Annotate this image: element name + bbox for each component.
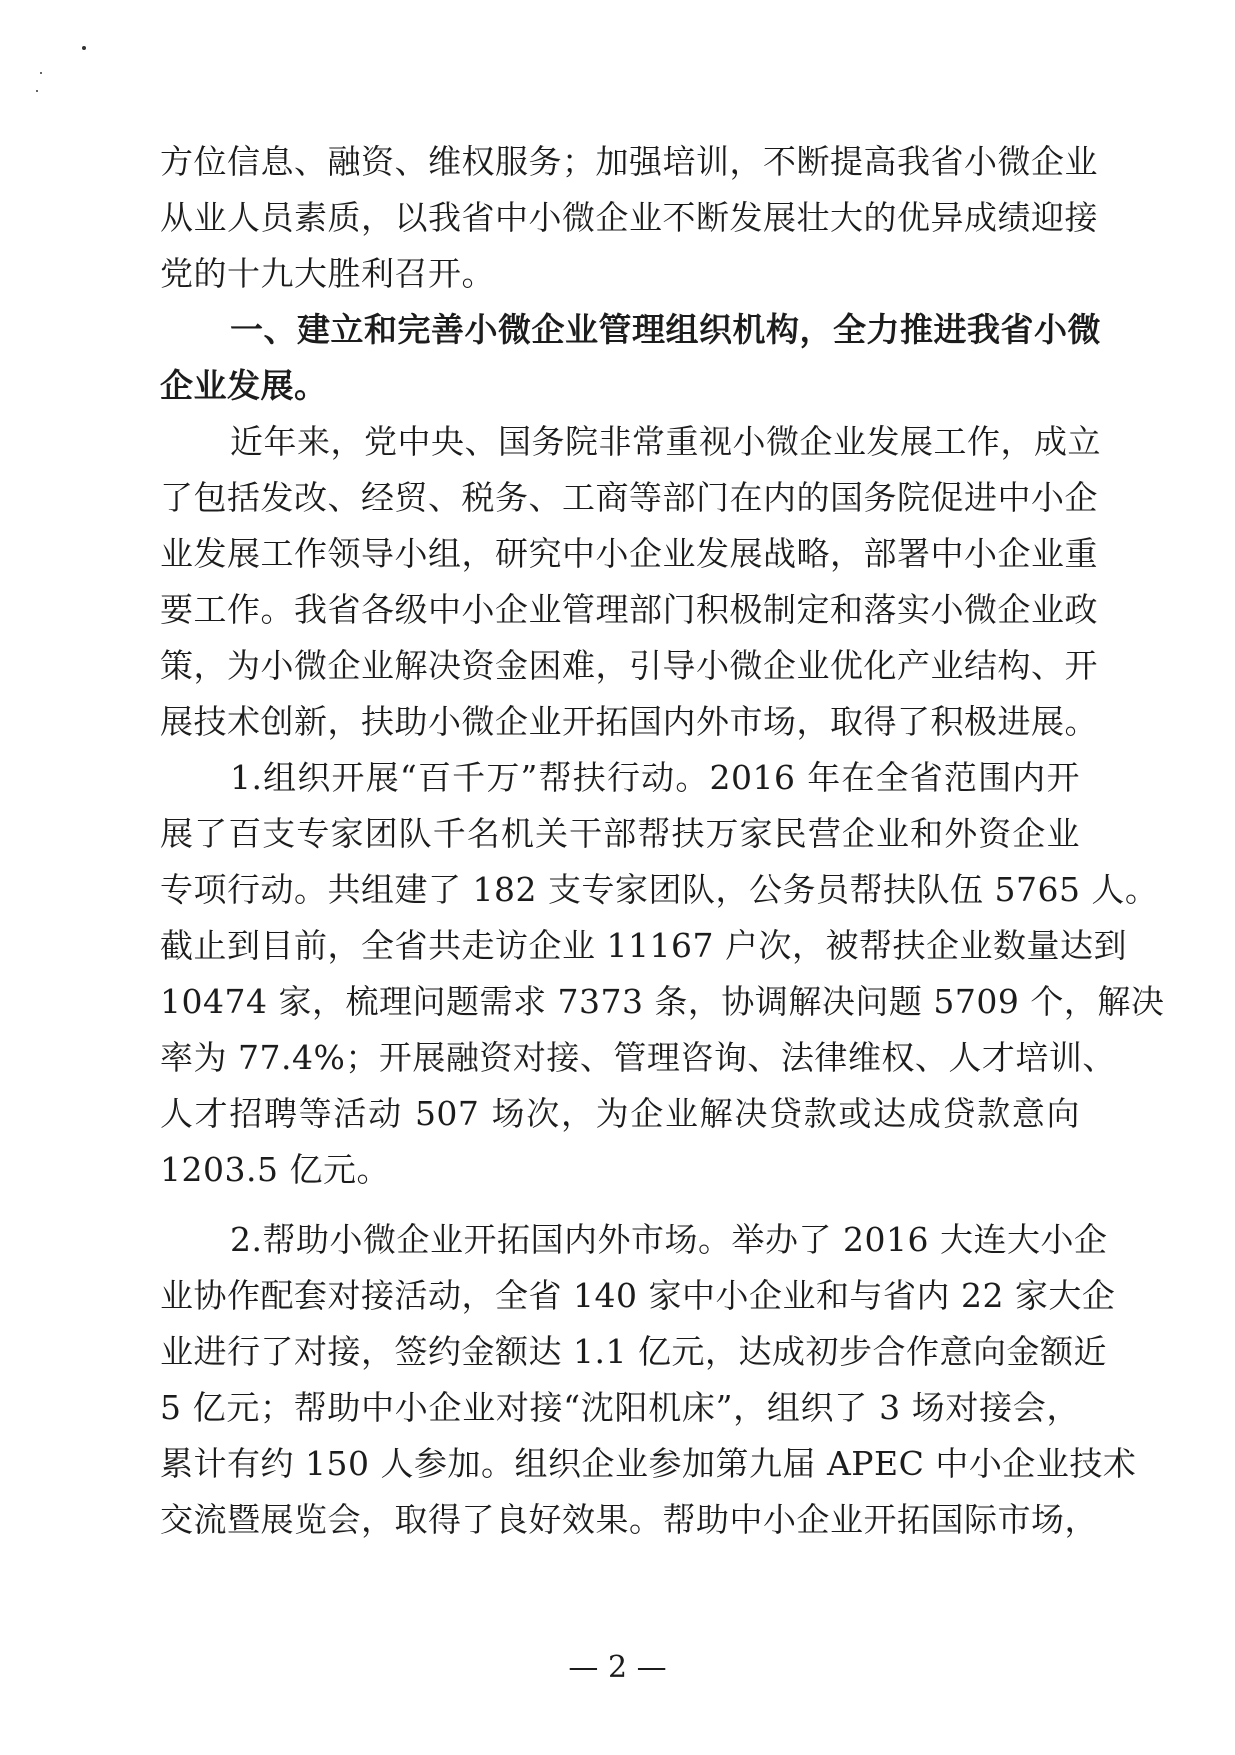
scan-speck [36,90,38,92]
body-line: 1203.5 亿元。 [160,1150,390,1189]
body-line: 业发展工作领导小组，研究中小企业发展战略，部署中小企业重 [160,534,1098,573]
scan-speck [40,72,42,74]
body-line: 5 亿元；帮助中小企业对接“沈阳机床”，组织了 3 场对接会， [160,1388,1080,1427]
body-line: 人才招聘等活动 507 场次，为企业解决贷款或达成贷款意向 [160,1094,1080,1133]
section-heading: 企业发展。 [160,366,328,405]
body-line: 方位信息、融资、维权服务；加强培训，不断提高我省小微企业 [160,142,1098,181]
body-line: 截止到目前，全省共走访企业 11167 户次，被帮扶企业数量达到 [160,926,1127,965]
body-line: 近年来，党中央、国务院非常重视小微企业发展工作，成立 [230,422,1101,461]
body-line: 要工作。我省各级中小企业管理部门积极制定和落实小微企业政 [160,590,1098,629]
body-line: 2.帮助小微企业开拓国内外市场。举办了 2016 大连大小企 [230,1220,1108,1259]
page-number: — 2 — [568,1650,667,1685]
body-line: 策，为小微企业解决资金困难，引导小微企业优化产业结构、开 [160,646,1098,685]
body-line: 党的十九大胜利召开。 [160,254,495,293]
body-line: 展了百支专家团队千名机关干部帮扶万家民营企业和外资企业 [160,814,1080,853]
body-line: 从业人员素质，以我省中小微企业不断发展壮大的优异成绩迎接 [160,198,1098,237]
body-line: 累计有约 150 人参加。组织企业参加第九届 APEC 中小企业技术 [160,1444,1137,1483]
scan-speck [82,46,86,50]
body-line: 1.组织开展“百千万”帮扶行动。2016 年在全省范围内开 [230,758,1080,797]
section-heading: 一、建立和完善小微企业管理组织机构，全力推进我省小微 [230,310,1101,349]
body-line: 展技术创新，扶助小微企业开拓国内外市场，取得了积极进展。 [160,702,1098,741]
body-line: 业进行了对接，签约金额达 1.1 亿元，达成初步合作意向金额近 [160,1332,1107,1371]
body-line: 10474 家，梳理问题需求 7373 条，协调解决问题 5709 个，解决 [160,982,1165,1021]
body-line: 了包括发改、经贸、税务、工商等部门在内的国务院促进中小企 [160,478,1098,517]
body-line: 交流暨展览会，取得了良好效果。帮助中小企业开拓国际市场， [160,1500,1098,1539]
body-line: 业协作配套对接活动，全省 140 家中小企业和与省内 22 家大企 [160,1276,1116,1315]
body-line: 专项行动。共组建了 182 支专家团队，公务员帮扶队伍 5765 人。 [160,870,1159,909]
body-line: 率为 77.4%；开展融资对接、管理咨询、法律维权、人才培训、 [160,1038,1116,1077]
